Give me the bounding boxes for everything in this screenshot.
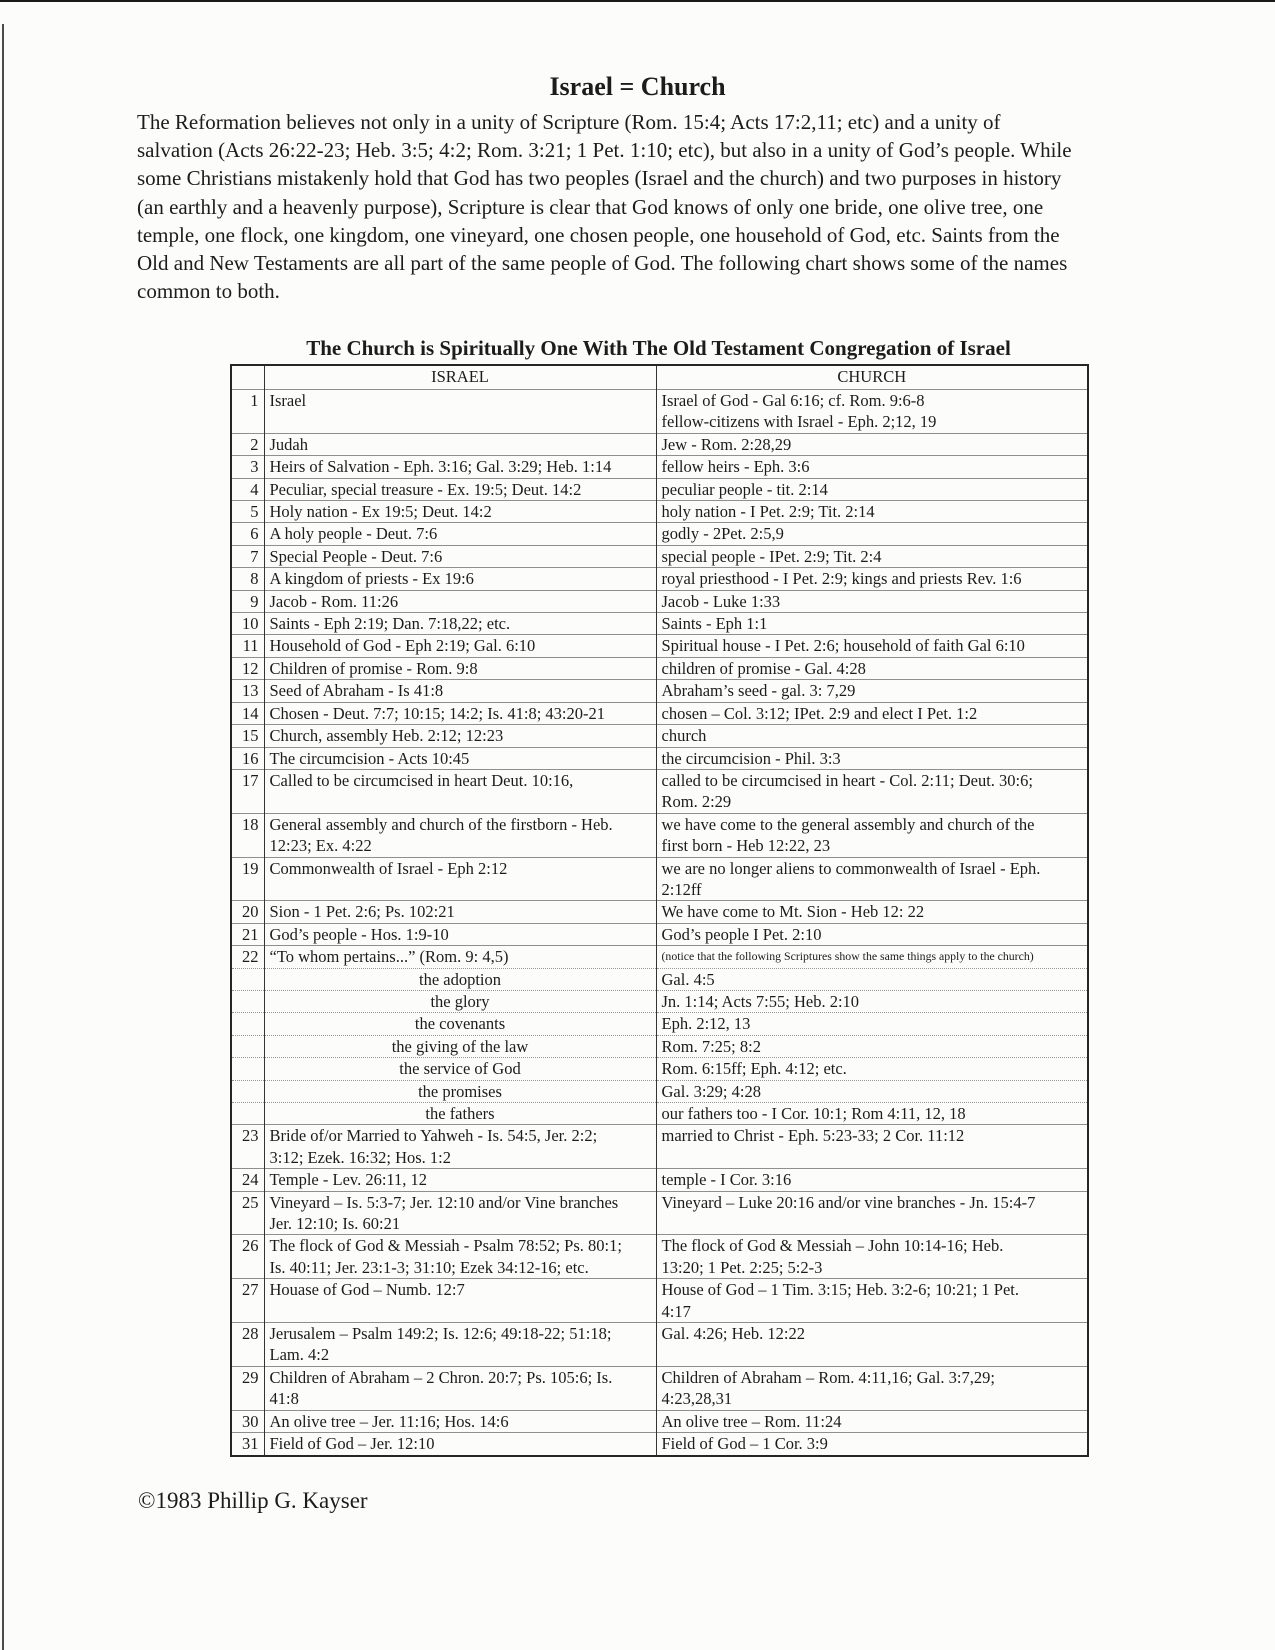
israel-cell: the glory <box>264 990 656 1012</box>
church-cell: chosen – Col. 3:12; IPet. 2:9 and elect I Pet. 1:2 <box>656 702 1088 724</box>
church-cell: royal priesthood - I Pet. 2:9; kings and priests Rev. 1:6 <box>656 568 1088 590</box>
row-number-cell: 31 <box>231 1433 264 1456</box>
row-number-cell: 7 <box>231 545 264 567</box>
row-number-cell: 6 <box>231 523 264 545</box>
row-number-cell: 26 <box>231 1235 264 1279</box>
church-cell: God’s people I Pet. 2:10 <box>656 923 1088 945</box>
intro-line: common to both. <box>137 279 280 304</box>
row-number-cell: 5 <box>231 501 264 523</box>
row-number-cell <box>231 968 264 990</box>
row-number-cell: 30 <box>231 1410 264 1432</box>
israel-cell: Children of promise - Rom. 9:8 <box>264 657 656 679</box>
comparison-table <box>230 364 1089 1457</box>
church-cell: (notice that the following Scriptures show the same things apply to the church) <box>656 946 1088 968</box>
table-row <box>231 390 1088 434</box>
israel-cell: Seed of Abraham - Is 41:8 <box>264 680 656 702</box>
table-body <box>231 390 1088 1456</box>
table-row <box>231 747 1088 769</box>
row-number-cell: 12 <box>231 657 264 679</box>
table-row <box>231 1235 1088 1279</box>
church-cell: Israel of God - Gal 6:16; cf. Rom. 9:6-8 fellow-citizens with Israel - Eph. 2;12, 19 <box>656 390 1088 434</box>
church-cell: Vineyard – Luke 20:16 and/or vine branches - Jn. 15:4-7 <box>656 1191 1088 1235</box>
israel-cell: the fathers <box>264 1103 656 1125</box>
church-cell: An olive tree – Rom. 11:24 <box>656 1410 1088 1432</box>
church-cell: temple - I Cor. 3:16 <box>656 1169 1088 1191</box>
row-number-cell: 8 <box>231 568 264 590</box>
table-row <box>231 501 1088 523</box>
israel-cell: God’s people - Hos. 1:9-10 <box>264 923 656 945</box>
israel-cell: Chosen - Deut. 7:7; 10:15; 14:2; Is. 41:8; 43:20-21 <box>264 702 656 724</box>
church-cell: Rom. 7:25; 8:2 <box>656 1035 1088 1057</box>
row-number-cell: 21 <box>231 923 264 945</box>
israel-cell: the promises <box>264 1080 656 1102</box>
church-cell: children of promise - Gal. 4:28 <box>656 657 1088 679</box>
row-number-cell: 18 <box>231 813 264 857</box>
church-cell: Gal. 4:26; Heb. 12:22 <box>656 1323 1088 1367</box>
row-number-cell <box>231 1013 264 1035</box>
table-title: The Church is Spiritually One With The Old Testament Congregation of Israel <box>306 336 1011 360</box>
row-number-cell: 22 <box>231 946 264 968</box>
israel-cell: Household of God - Eph 2:19; Gal. 6:10 <box>264 635 656 657</box>
table-row <box>231 1279 1088 1323</box>
table-row <box>231 725 1088 747</box>
row-number-cell <box>231 1103 264 1125</box>
church-cell: we have come to the general assembly and church of the first born - Heb 12:22, 23 <box>656 813 1088 857</box>
church-cell: Abraham’s seed - gal. 3: 7,29 <box>656 680 1088 702</box>
table-row <box>231 1191 1088 1235</box>
israel-cell: Jacob - Rom. 11:26 <box>264 590 656 612</box>
church-cell: Spiritual house - I Pet. 2:6; household of faith Gal 6:10 <box>656 635 1088 657</box>
church-cell: special people - IPet. 2:9; Tit. 2:4 <box>656 545 1088 567</box>
church-cell: Saints - Eph 1:1 <box>656 613 1088 635</box>
row-number-cell: 11 <box>231 635 264 657</box>
church-column-header: CHURCH <box>837 367 907 386</box>
table-row <box>231 946 1088 968</box>
israel-cell: An olive tree – Jer. 11:16; Hos. 14:6 <box>264 1410 656 1432</box>
church-cell: Gal. 4:5 <box>656 968 1088 990</box>
israel-cell: Sion - 1 Pet. 2:6; Ps. 102:21 <box>264 901 656 923</box>
israel-cell: General assembly and church of the firstborn - Heb. 12:23; Ex. 4:22 <box>264 813 656 857</box>
page-title: Israel = Church <box>549 72 726 101</box>
israel-cell: Called to be circumcised in heart Deut. 10:16, <box>264 769 656 813</box>
table-row <box>231 1410 1088 1432</box>
israel-cell: the covenants <box>264 1013 656 1035</box>
scan-border-top <box>0 0 1275 2</box>
church-cell: church <box>656 725 1088 747</box>
copyright-notice: ©1983 Phillip G. Kayser <box>138 1488 368 1513</box>
row-number-cell: 2 <box>231 433 264 455</box>
church-cell: we are no longer aliens to commonwealth of Israel - Eph. 2:12ff <box>656 857 1088 901</box>
table-row <box>231 1080 1088 1102</box>
israel-cell: A kingdom of priests - Ex 19:6 <box>264 568 656 590</box>
israel-cell: Special People - Deut. 7:6 <box>264 545 656 567</box>
israel-cell: Houase of God – Numb. 12:7 <box>264 1279 656 1323</box>
israel-cell: Bride of/or Married to Yahweh - Is. 54:5, Jer. 2:2; 3:12; Ezek. 16:32; Hos. 1:2 <box>264 1125 656 1169</box>
israel-cell: “To whom pertains...” (Rom. 9: 4,5) <box>264 946 656 968</box>
israel-cell: Jerusalem – Psalm 149:2; Is. 12:6; 49:18-22; 51:18; Lam. 4:2 <box>264 1323 656 1367</box>
row-number-cell: 4 <box>231 478 264 500</box>
israel-cell: the service of God <box>264 1058 656 1080</box>
church-cell: The flock of God & Messiah – John 10:14-16; Heb. 13:20; 1 Pet. 2:25; 5:2-3 <box>656 1235 1088 1279</box>
intro-line: Old and New Testaments are all part of the same people of God. The following chart shows some of the names <box>137 251 1068 276</box>
row-number-cell: 3 <box>231 456 264 478</box>
church-cell: married to Christ - Eph. 5:23-33; 2 Cor. 11:12 <box>656 1125 1088 1169</box>
row-number-cell: 14 <box>231 702 264 724</box>
table-row <box>231 1433 1088 1456</box>
table-row <box>231 1058 1088 1080</box>
church-cell: the circumcision - Phil. 3:3 <box>656 747 1088 769</box>
row-number-cell: 29 <box>231 1366 264 1410</box>
table-row <box>231 1125 1088 1169</box>
row-number-cell <box>231 1035 264 1057</box>
israel-cell: Israel <box>264 390 656 434</box>
row-number-cell: 13 <box>231 680 264 702</box>
table-row <box>231 613 1088 635</box>
israel-cell: Judah <box>264 433 656 455</box>
table-row <box>231 1013 1088 1035</box>
church-cell: Jew - Rom. 2:28,29 <box>656 433 1088 455</box>
row-number-cell: 15 <box>231 725 264 747</box>
table-row <box>231 901 1088 923</box>
table-row <box>231 1366 1088 1410</box>
table-row <box>231 680 1088 702</box>
israel-cell: Children of Abraham – 2 Chron. 20:7; Ps. 105:6; Is. 41:8 <box>264 1366 656 1410</box>
intro-line: The Reformation believes not only in a unity of Scripture (Rom. 15:4; Acts 17:2,11; etc) and a unity of <box>137 110 1001 134</box>
intro-line: salvation (Acts 26:22-23; Heb. 3:5; 4:2; Rom. 3:21; 1 Pet. 1:10; etc), but also in a unity of God’s people. While <box>137 138 1072 163</box>
row-number-cell: 20 <box>231 901 264 923</box>
table-row <box>231 657 1088 679</box>
row-number-cell: 25 <box>231 1191 264 1235</box>
church-cell: Children of Abraham – Rom. 4:11,16; Gal. 3:7,29; 4:23,28,31 <box>656 1366 1088 1410</box>
table-row <box>231 456 1088 478</box>
church-cell: House of God – 1 Tim. 3:15; Heb. 3:2-6; 10:21; 1 Pet. 4:17 <box>656 1279 1088 1323</box>
israel-column-header: ISRAEL <box>264 365 656 390</box>
church-cell: godly - 2Pet. 2:5,9 <box>656 523 1088 545</box>
row-number-cell: 17 <box>231 769 264 813</box>
row-number-cell: 27 <box>231 1279 264 1323</box>
church-cell: We have come to Mt. Sion - Heb 12: 22 <box>656 901 1088 923</box>
scan-border-left <box>2 24 4 1650</box>
israel-cell: Holy nation - Ex 19:5; Deut. 14:2 <box>264 501 656 523</box>
israel-cell: Heirs of Salvation - Eph. 3:16; Gal. 3:29; Heb. 1:14 <box>264 456 656 478</box>
row-number-cell: 16 <box>231 747 264 769</box>
table-row <box>231 813 1088 857</box>
church-cell: holy nation - I Pet. 2:9; Tit. 2:14 <box>656 501 1088 523</box>
table-row <box>231 857 1088 901</box>
israel-cell: the giving of the law <box>264 1035 656 1057</box>
table-row <box>231 968 1088 990</box>
row-number-cell: 10 <box>231 613 264 635</box>
row-number-cell: 28 <box>231 1323 264 1367</box>
church-cell: Rom. 6:15ff; Eph. 4:12; etc. <box>656 1058 1088 1080</box>
church-cell: Eph. 2:12, 13 <box>656 1013 1088 1035</box>
table-row <box>231 769 1088 813</box>
table-row <box>231 433 1088 455</box>
israel-cell: Commonwealth of Israel - Eph 2:12 <box>264 857 656 901</box>
church-cell: Jn. 1:14; Acts 7:55; Heb. 2:10 <box>656 990 1088 1012</box>
church-cell: peculiar people - tit. 2:14 <box>656 478 1088 500</box>
row-number-cell: 24 <box>231 1169 264 1191</box>
intro-line: (an earthly and a heavenly purpose), Scripture is clear that God knows of only one bride, one olive tree, one <box>137 194 1044 219</box>
table-row <box>231 923 1088 945</box>
table-row <box>231 1323 1088 1367</box>
row-number-cell: 9 <box>231 590 264 612</box>
row-number-cell: 23 <box>231 1125 264 1169</box>
comparison-section <box>230 336 1087 1457</box>
row-number-cell <box>231 1080 264 1102</box>
israel-cell: Peculiar, special treasure - Ex. 19:5; Deut. 14:2 <box>264 478 656 500</box>
israel-cell: Field of God – Jer. 12:10 <box>264 1433 656 1456</box>
church-cell: Gal. 3:29; 4:28 <box>656 1080 1088 1102</box>
church-cell: called to be circumcised in heart - Col. 2:11; Deut. 30:6; Rom. 2:29 <box>656 769 1088 813</box>
row-number-cell <box>231 1058 264 1080</box>
table-row <box>231 478 1088 500</box>
church-cell: our fathers too - I Cor. 10:1; Rom 4:11, 12, 18 <box>656 1103 1088 1125</box>
table-row <box>231 1103 1088 1125</box>
intro-paragraph <box>137 108 1147 305</box>
row-number-cell: 1 <box>231 390 264 434</box>
church-cell: Jacob - Luke 1:33 <box>656 590 1088 612</box>
table-row <box>231 568 1088 590</box>
table-row <box>231 590 1088 612</box>
table-header-row <box>231 365 1088 390</box>
table-row <box>231 990 1088 1012</box>
table-row <box>231 635 1088 657</box>
table-row <box>231 545 1088 567</box>
israel-cell: Vineyard – Is. 5:3-7; Jer. 12:10 and/or Vine branches Jer. 12:10; Is. 60:21 <box>264 1191 656 1235</box>
church-cell: fellow heirs - Eph. 3:6 <box>656 456 1088 478</box>
israel-cell: The flock of God & Messiah - Psalm 78:52; Ps. 80:1; Is. 40:11; Jer. 23:1-3; 31:10; Ezek 34:12-16; etc. <box>264 1235 656 1279</box>
table-row <box>231 523 1088 545</box>
israel-cell: Church, assembly Heb. 2:12; 12:23 <box>264 725 656 747</box>
intro-line: temple, one flock, one kingdom, one vineyard, one chosen people, one household of God, etc. Saints from the <box>137 222 1060 247</box>
table-row <box>231 702 1088 724</box>
israel-cell: the adoption <box>264 968 656 990</box>
table-row <box>231 1169 1088 1191</box>
israel-cell: Saints - Eph 2:19; Dan. 7:18,22; etc. <box>264 613 656 635</box>
israel-cell: Temple - Lev. 26:11, 12 <box>264 1169 656 1191</box>
table-row <box>231 1035 1088 1057</box>
israel-cell: The circumcision - Acts 10:45 <box>264 747 656 769</box>
row-number-cell: 19 <box>231 857 264 901</box>
row-number-cell <box>231 990 264 1012</box>
intro-line: some Christians mistakenly hold that God has two peoples (Israel and the church) and two purposes in history <box>137 166 1062 191</box>
church-cell: Field of God – 1 Cor. 3:9 <box>656 1433 1088 1456</box>
number-column-header <box>231 365 264 390</box>
israel-cell: A holy people - Deut. 7:6 <box>264 523 656 545</box>
